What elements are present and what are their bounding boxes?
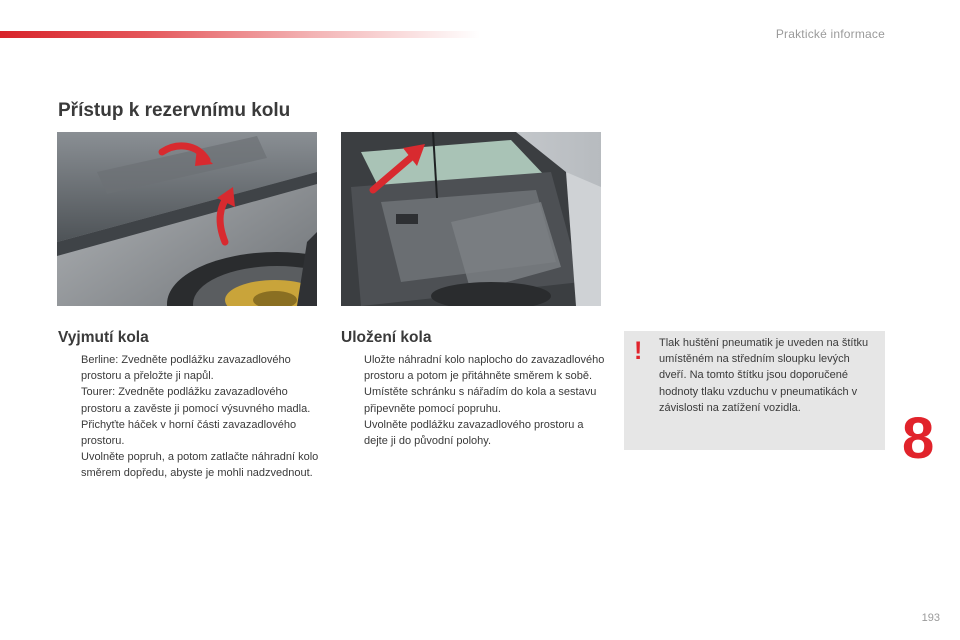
left-steps-list	[58, 352, 320, 482]
tyre-pressure-note	[624, 331, 885, 450]
right-steps-list	[341, 352, 609, 449]
section-label: Praktické informace	[775, 27, 885, 41]
step-text: Umístěte schránku s nářadím do kola a sestavu připevněte pomocí popruhu.	[364, 386, 597, 415]
spare-wheel-lift-illustration	[57, 132, 317, 306]
list-item	[58, 384, 320, 449]
list-item	[341, 384, 609, 416]
step-text: Uložte náhradní kolo naplocho do zavazadlového prostoru a potom je přitáhněte směrem k sobě.	[364, 354, 605, 383]
chapter-number: 8	[902, 406, 935, 471]
header-accent-bar	[0, 31, 480, 38]
list-item	[341, 352, 609, 384]
step-text: Berline: Zvedněte podlážku zavazadlového prostoru a přeložte ji napůl.	[81, 354, 291, 383]
page-title: Přístup k rezervnímu kolu	[58, 100, 291, 121]
step-text: Uvolněte popruh, a potom zatlačte náhradní kolo směrem dopředu, abyste je mohli nadzvednout.	[81, 451, 319, 480]
step-text: Tourer: Zvedněte podlážku zavazadlového prostoru a zavěste ji pomocí výsuvného madla. Přichyťte háček v horní části zavazadlového prostoru.	[81, 386, 311, 448]
page-number: 193	[921, 612, 940, 624]
left-column-heading: Vyjmutí kola	[58, 329, 149, 346]
list-item	[58, 449, 320, 481]
exclamation-icon: !	[634, 337, 643, 365]
list-item	[341, 417, 609, 449]
list-item	[58, 352, 320, 384]
note-text: Tlak huštění pneumatik je uveden na štítku umístěném na středním sloupku levých dveří. Na tomto štítku jsou doporučené hodnoty tlaku vzduchu v pneumatikách v závislosti na zatížení vozidla.	[659, 337, 869, 414]
step-text: Uvolněte podlážku zavazadlového prostoru a dejte ji do původní polohy.	[364, 418, 584, 448]
spare-wheel-lift-photo	[57, 132, 317, 306]
spare-wheel-stow-illustration	[341, 132, 601, 306]
right-column-heading: Uložení kola	[341, 329, 432, 346]
spare-wheel-stow-photo	[341, 132, 601, 306]
